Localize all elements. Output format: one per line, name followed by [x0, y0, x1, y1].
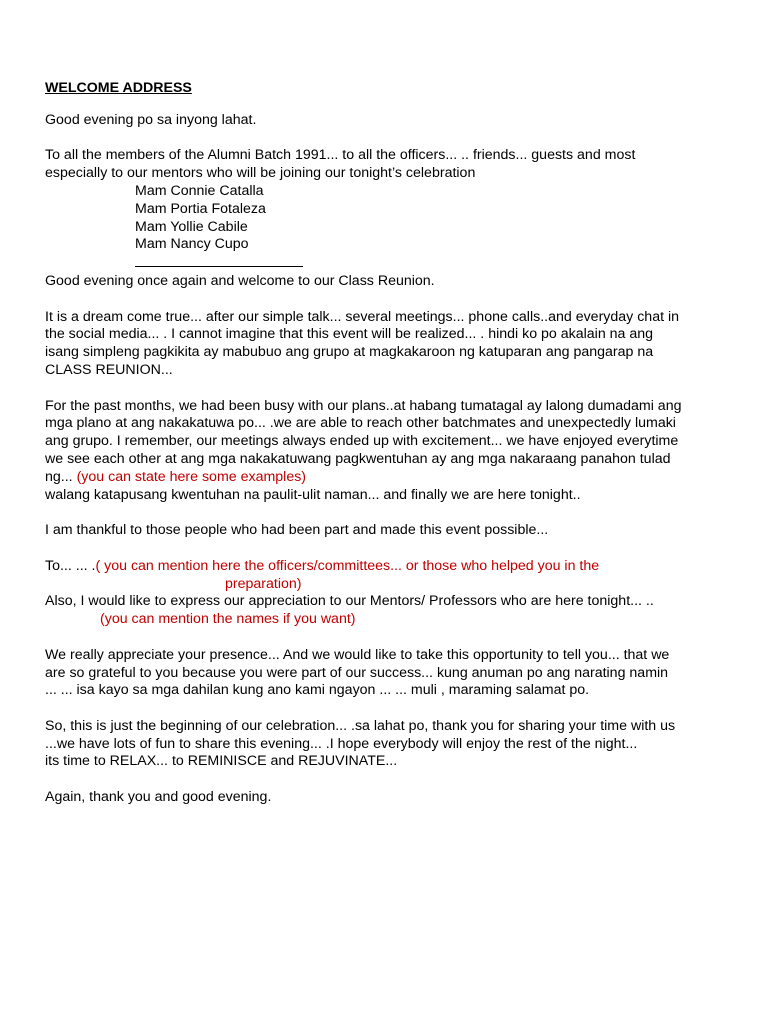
dream-line: It is a dream come true... after our simple talk... several meetings... phone calls..and everyday chat in [45, 308, 680, 325]
past-line: we see each other at ang mga nakakatuwang pagkwentuhan ay ang mga nakaraang panahon tulad [45, 450, 671, 467]
dream-line: the social media... . I cannot imagine that this event will be realized... . hindi ko po akalain na ang [45, 326, 654, 343]
beginning-line: So, this is just the beginning of our celebration... .sa lahat po, thank you for sharing your time with us [45, 717, 676, 734]
appreciate-line: are so grateful to you because you were part of our success... kung anuman po ang narating namin [45, 664, 669, 681]
past-line: ang grupo. I remember, our meetings always ended up with excitement... we have enjoyed everytime [45, 433, 679, 450]
beginning-paragraph [45, 718, 735, 771]
examples-note: (you can state here some examples) [76, 468, 307, 485]
past-line-lead: ng... [45, 468, 77, 485]
to-paragraph [45, 558, 735, 629]
to-line [45, 558, 735, 576]
past-line: For the past months, we had been busy with our plans..at habang tumatagal ay lalong dumadami ang [45, 397, 682, 414]
past-line: walang katapusang kwentuhan na paulit-ulit naman... and finally we are here tonight.. [45, 486, 581, 503]
dream-paragraph [45, 309, 735, 380]
mentor-name: Mam Connie Catalla [135, 182, 264, 199]
appreciate-line: ... ... isa kayo sa mga dahilan kung ano kami ngayon ... ... muli , maraming salamat po. [45, 682, 590, 699]
officers-note: ( you can mention here the officers/committees... or those who helped you in the [95, 557, 600, 574]
mentor-name: Mam Yollie Cabile [135, 218, 248, 235]
also-line: Also, I would like to express our appreciation to our Mentors/ Professors who are here tonight... .. [45, 593, 654, 610]
blank-rule [45, 254, 735, 273]
mentor-name: Mam Nancy Cupo [135, 236, 249, 253]
beginning-line: ...we have lots of fun to share this evening... .I hope everybody will enjoy the rest of the night... [45, 735, 638, 752]
beginning-line: its time to RELAX... to REMINISCE and REJUVINATE... [45, 753, 398, 770]
document-body [45, 80, 735, 825]
greeting: Good evening po sa inyong lahat. [45, 111, 257, 128]
welcome-paragraph: Good evening once again and welcome to our Class Reunion. [45, 272, 435, 289]
mentor-name: Mam Portia Fotaleza [135, 200, 266, 217]
dream-line: CLASS REUNION... [45, 361, 173, 378]
appreciate-line: We really appreciate your presence... And we would like to take this opportunity to tell you... that we [45, 646, 670, 663]
document-title: WELCOME ADDRESS [45, 80, 192, 96]
preparation-note: preparation) [225, 575, 302, 592]
past-months-paragraph [45, 398, 735, 505]
members-line-2: especially to our mentors who will be joining our tonight’s celebration [45, 165, 476, 182]
members-paragraph [45, 147, 735, 273]
members-line-1: To all the members of the Alumni Batch 1991... to all the officers... .. friends... guests and most [45, 147, 636, 164]
to-lead: To... ... . [45, 557, 96, 574]
dream-line: isang simpleng pagkikita ay mabubuo ang grupo at magkakaroon ng katuparan ang pangarap na [45, 344, 654, 361]
thankful-paragraph: I am thankful to those people who had been part and made this event possible... [45, 522, 549, 539]
names-note: (you can mention the names if you want) [100, 611, 356, 628]
closing-line: Again, thank you and good evening. [45, 789, 272, 806]
appreciate-paragraph [45, 647, 735, 700]
past-line-5 [45, 469, 735, 487]
past-line: mga plano at ang nakakatuwa po... .we are able to reach other batchmates and unexpectedly lumaki [45, 415, 676, 432]
